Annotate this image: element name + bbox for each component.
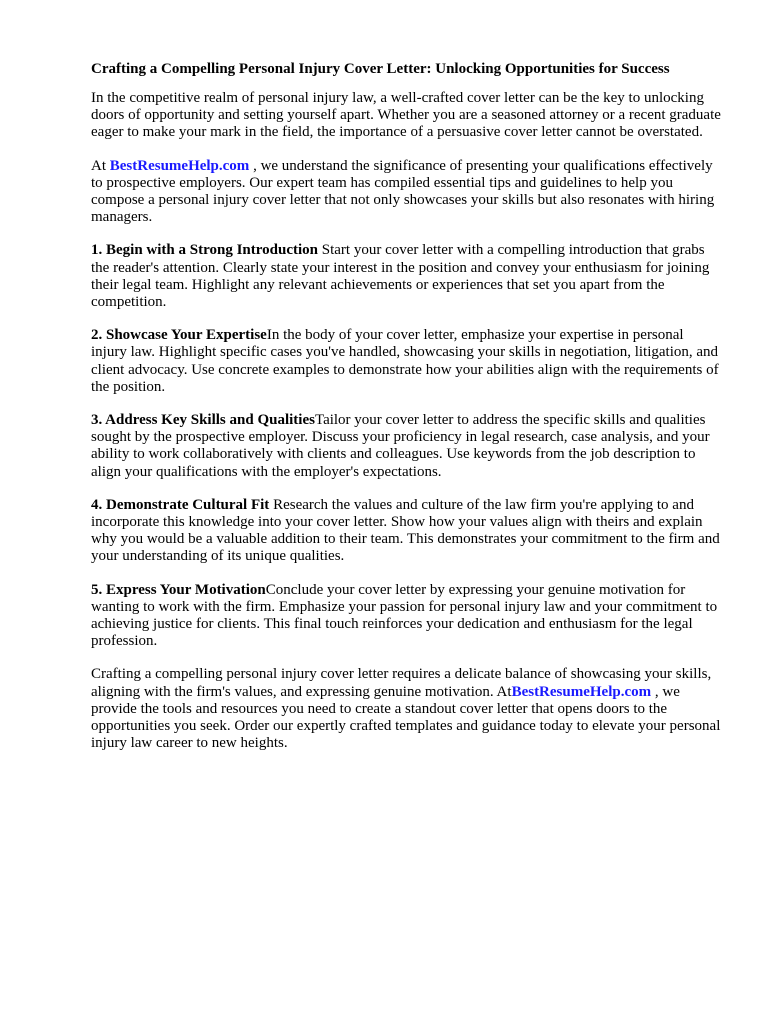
tip-skills xyxy=(91,412,723,481)
tip-body: Tailor your cover letter to address the specific skills and qualities sought by the prospective employer. Discuss your proficiency in legal research, case analysis, and your ability to work collaboratively with clients and colleagues. Use keywords from the job description to align your qualifications with the employer's expectations. xyxy=(91,412,710,480)
bestresumehelp-link[interactable]: BestResumeHelp.com xyxy=(109,157,250,174)
tip-expertise xyxy=(91,327,723,396)
tip-heading: 4. Demonstrate Cultural Fit xyxy=(91,496,270,513)
tip-body: Conclude your cover letter by expressing your genuine motivation for wanting to work with the firm. Emphasize your passion for personal injury law and your commitment to achieving justice for clients. This final touch reinforces your dedication and enthusiasm for the legal profession. xyxy=(91,581,718,650)
document-page xyxy=(91,60,723,769)
company-paragraph-lead: At xyxy=(91,157,110,174)
tip-body: Research the values and culture of the law firm you're applying to and incorporate this knowledge into your cover letter. Show how your values align with theirs and explain why you would be a valuable addition to their team. This demonstrates your commitment to the firm and your understanding of its unique qualities. xyxy=(91,496,720,565)
tip-cultural-fit xyxy=(91,497,723,566)
company-paragraph xyxy=(91,158,723,227)
tip-introduction xyxy=(91,242,723,311)
closing-paragraph-lead: Crafting a compelling personal injury cover letter requires a delicate balance of showcasing your skills, aligning with the firm's values, and expressing genuine motivation. At xyxy=(91,666,712,700)
company-paragraph-body: , we understand the significance of presenting your qualifications effectively to prospective employers. Our expert team has compiled essential tips and guidelines to help you compose a personal injury cover letter that not only showcases your skills but also resonates with hiring managers. xyxy=(91,157,715,226)
closing-paragraph-body: , we provide the tools and resources you need to create a standout cover letter that opens doors to the opportunities you seek. Order our expertly crafted templates and guidance today to elevate your personal injury law career to new heights. xyxy=(91,683,721,752)
tip-heading: 3. Address Key Skills and Qualities xyxy=(91,412,315,429)
document-title: Crafting a Compelling Personal Injury Cover Letter: Unlocking Opportunities for Success xyxy=(91,61,670,77)
tip-heading: 1. Begin with a Strong Introduction xyxy=(91,242,318,259)
tip-motivation xyxy=(91,582,723,651)
bestresumehelp-link[interactable]: BestResumeHelp.com xyxy=(511,683,652,700)
closing-paragraph xyxy=(91,666,723,752)
tip-heading: 5. Express Your Motivation xyxy=(91,581,266,598)
tip-body: Start your cover letter with a compelling introduction that grabs the reader's attention. Clearly state your interest in the position and convey your enthusiasm for joining their legal team. Highlight any relevant achievements or experiences that set you apart from the competition. xyxy=(91,242,710,311)
tip-heading: 2. Showcase Your Expertise xyxy=(91,327,267,344)
intro-paragraph: In the competitive realm of personal injury law, a well-crafted cover letter can be the key to unlocking doors of opportunity and setting yourself apart. Whether you are a seasoned attorney or a recent graduate eager to make your mark in the field, the importance of a persuasive cover letter cannot be overstated. xyxy=(91,90,721,141)
tip-body: In the body of your cover letter, emphasize your expertise in personal injury law. Highlight specific cases you've handled, showcasing your skills in negotiation, litigation, and client advocacy. Use concrete examples to demonstrate how your abilities align with the requirements of the position. xyxy=(91,327,719,395)
